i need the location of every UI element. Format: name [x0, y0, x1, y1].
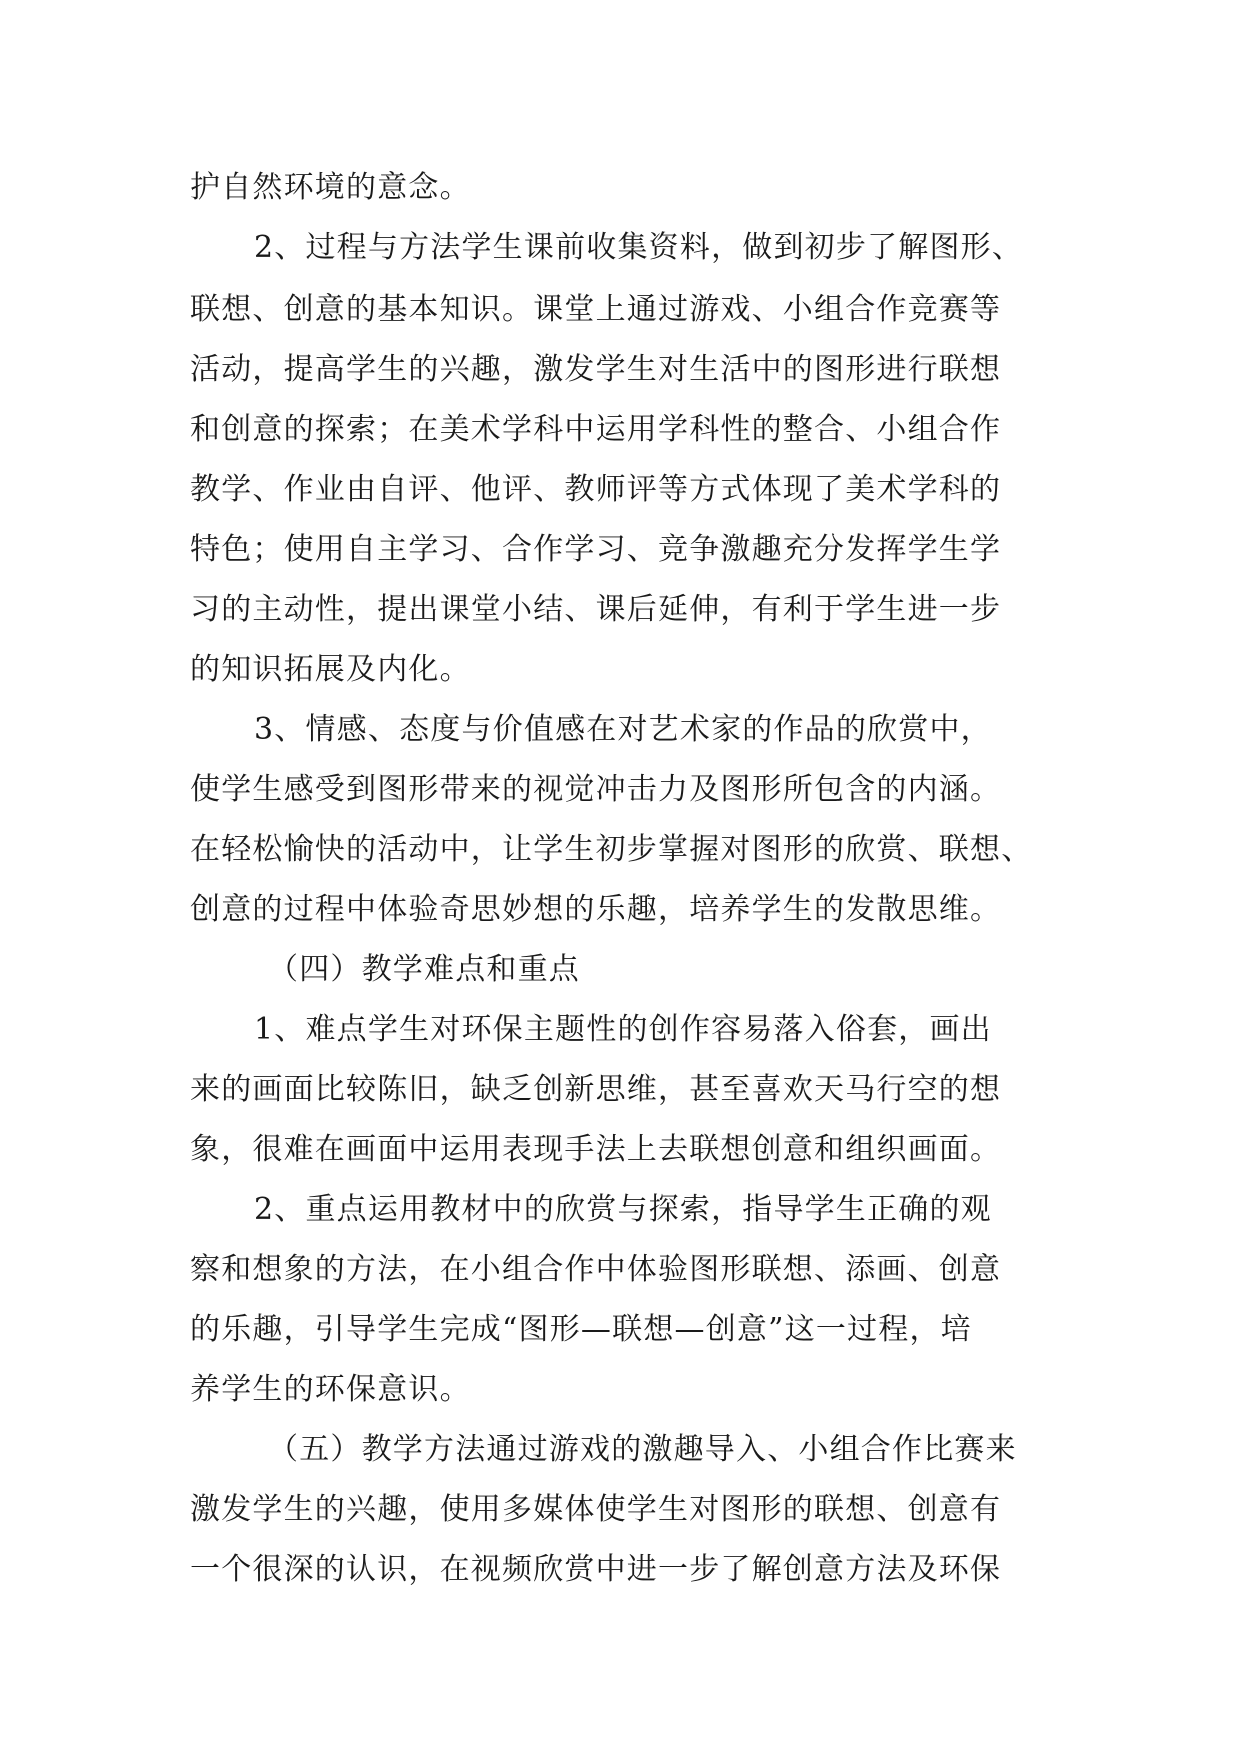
- text-line: 活动，提高学生的兴趣，激发学生对生活中的图形进行联想: [190, 352, 1002, 387]
- text-line: 联想、创意的基本知识。课堂上通过游戏、小组合作竞赛等: [190, 292, 1002, 327]
- text-line: 察和想象的方法，在小组合作中体验图形联想、添画、创意: [190, 1252, 1002, 1287]
- text-line: 来的画面比较陈旧，缺乏创新思维，甚至喜欢天马行空的想: [190, 1072, 1002, 1107]
- text-line: 2、过程与方法学生课前收集资料，做到初步了解图形、: [254, 230, 1024, 265]
- text-line: 使学生感受到图形带来的视觉冲击力及图形所包含的内涵。: [190, 772, 1002, 807]
- text-line: 养学生的环保意识。: [190, 1372, 471, 1407]
- text-line: 3、情感、态度与价值感在对艺术家的作品的欣赏中，: [254, 712, 992, 747]
- text-line: 在轻松愉快的活动中，让学生初步掌握对图形的欣赏、联想、: [190, 832, 1033, 867]
- text-line: 象，很难在画面中运用表现手法上去联想创意和组织画面。: [190, 1132, 1002, 1167]
- text-line: 教学、作业由自评、他评、教师评等方式体现了美术学科的: [190, 472, 1002, 507]
- text-line: 1、难点学生对环保主题性的创作容易落入俗套，画出: [254, 1012, 992, 1047]
- text-line: （五）教学方法通过游戏的激趣导入、小组合作比赛来: [268, 1432, 1017, 1467]
- text-line: 的乐趣，引导学生完成“图形—联想—创意”这一过程，培: [190, 1312, 972, 1347]
- text-line: 2、重点运用教材中的欣赏与探索，指导学生正确的观: [254, 1192, 992, 1227]
- text-line: 特色；使用自主学习、合作学习、竞争激趣充分发挥学生学: [190, 532, 1002, 567]
- text-line: 创意的过程中体验奇思妙想的乐趣，培养学生的发散思维。: [190, 892, 1002, 927]
- text-line: 和创意的探索；在美术学科中运用学科性的整合、小组合作: [190, 412, 1002, 447]
- text-line: 一个很深的认识，在视频欣赏中进一步了解创意方法及环保: [190, 1552, 1002, 1587]
- text-line: 护自然环境的意念。: [190, 170, 471, 205]
- section-heading: （四）教学难点和重点: [268, 952, 580, 987]
- text-line: 习的主动性，提出课堂小结、课后延伸，有利于学生进一步: [190, 592, 1002, 627]
- text-line: 激发学生的兴趣，使用多媒体使学生对图形的联想、创意有: [190, 1492, 1002, 1527]
- text-line: 的知识拓展及内化。: [190, 652, 471, 687]
